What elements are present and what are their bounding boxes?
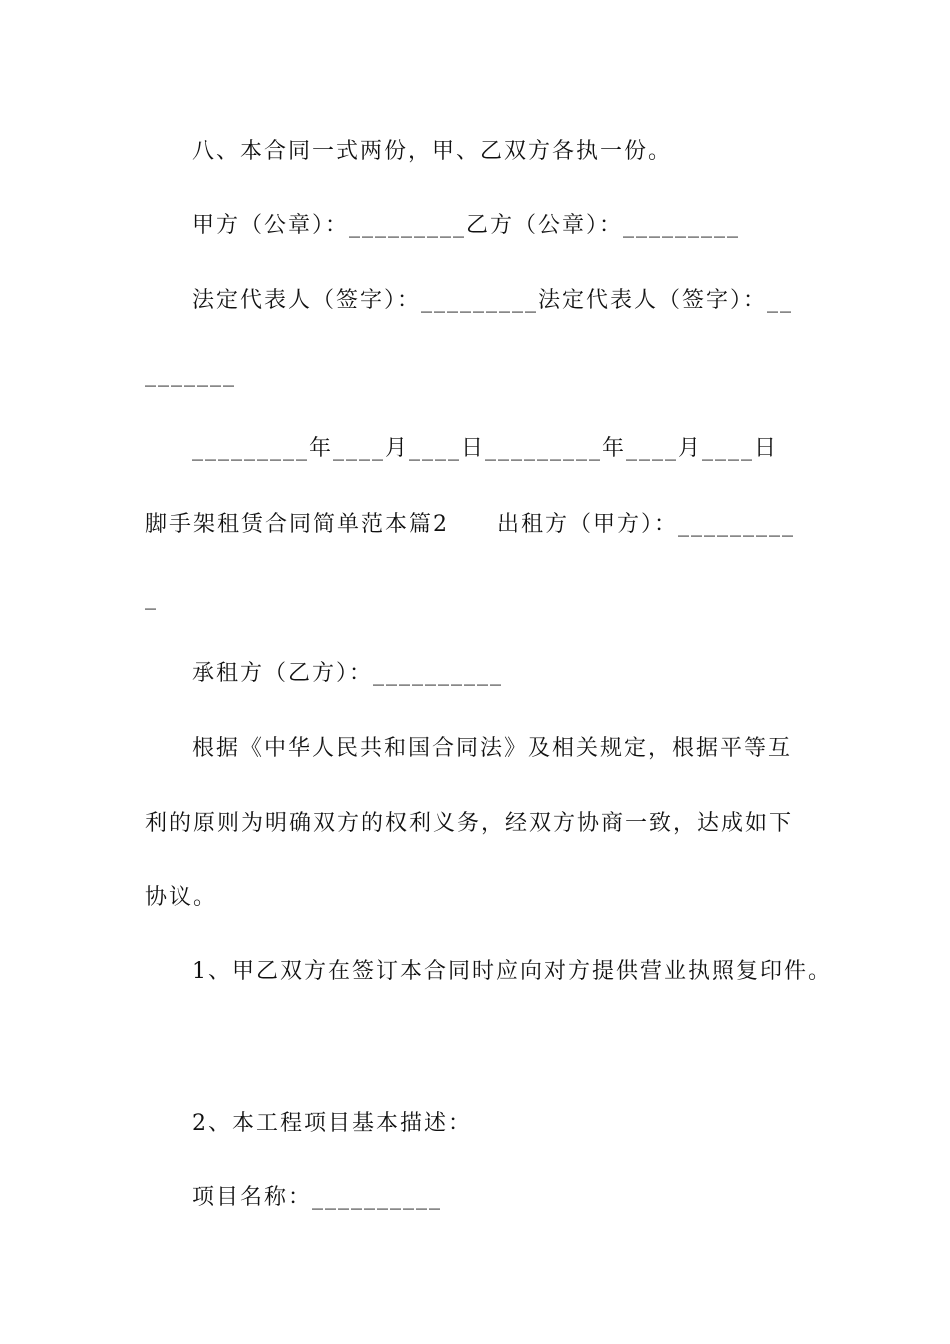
legal-rep-signature-line: 法定代表人（签字）：_________法定代表人（签字）：__ xyxy=(192,288,794,313)
date-line: _________年____月____日_________年____月____日 xyxy=(192,436,779,461)
legal-rep-signature-continuation: _______ xyxy=(145,362,236,387)
preamble-line-3: 协议。 xyxy=(145,885,218,910)
preamble-line-1: 根据《中华人民共和国合同法》及相关规定，根据平等互 xyxy=(192,736,793,761)
lessee-line: 承租方（乙方）：__________ xyxy=(192,661,504,686)
clause-2-text: 2、本工程项目基本描述： xyxy=(192,1111,472,1136)
contract-title-and-lessor: 脚手架租赁合同简单范本篇2 出租方（甲方）：_________ xyxy=(145,512,795,537)
party-seal-line: 甲方（公章）：_________乙方（公章）：_________ xyxy=(192,213,741,238)
project-name-line: 项目名称：__________ xyxy=(192,1185,443,1210)
preamble-line-2: 利的原则为明确双方的权利义务，经双方协商一致，达成如下 xyxy=(145,811,794,836)
clause-8-text: 八、本合同一式两份，甲、乙双方各执一份。 xyxy=(192,139,673,164)
lessor-continuation: _ xyxy=(145,585,158,610)
clause-1-text: 1、甲乙双方在签订本合同时应向对方提供营业执照复印件。 xyxy=(192,959,832,984)
